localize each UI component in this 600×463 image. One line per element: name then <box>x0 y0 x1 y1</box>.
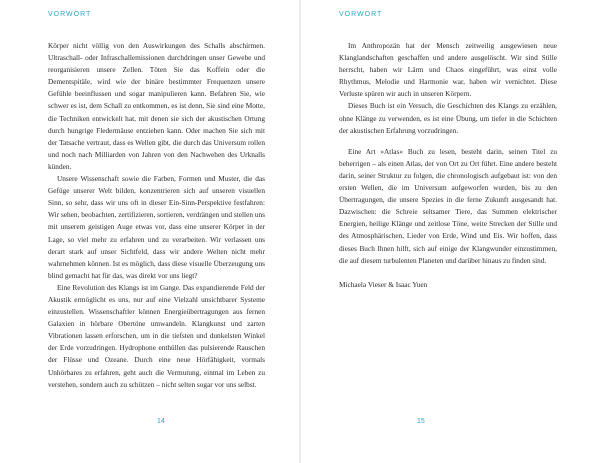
paragraph: Dieses Buch ist ein Versuch, die Geschichten des Klangs zu erzählen, ohne Klänge zu verwenden, es ist eine Übung, um tiefer in die Schichten der akustischen Erfahrung vorzudringen. <box>339 101 557 135</box>
page-number: 15 <box>417 418 425 425</box>
paragraph: Eine Revolution des Klangs ist im Gange. Das expandierende Feld der Akustik ermöglicht es uns, nur auf eine Vielzahl unsichtbarer Systeme einzustellen. Wissenschaftler können Energieübertragungen aus fernen Galaxien in hörbare Obertöne umwandeln. Klangkunst und zarten Vibrationen lassen erforschen, um in die tiefsten und dunkelsten Winkel der Erde vorzudringen. Hydrophone enthüllen das pulsierende Rauschen der Flüsse und Ozeane. Durch eine neue Hörfähigkeit, vormals Unhörbares zu erfahren, geht auch die Vermutung, einmal im Leben zu verstehen, sondern auch zu schützen – nicht selten sogar vor uns selbst. <box>48 282 265 389</box>
paragraph: Unsere Wissenschaft sowie die Farben, Formen und Muster, die das Gefüge unserer Welt bilden, konzentrieren sich auf unseren visuellen Sinn, so sehr, dass wir uns oft in dieser Ein-Sinn-Perspektive festfahren: Wir sehen, beobachten, zertifizieren, sortieren, verdrängen und stellen uns mit unserem geistigen Auge etwas vor, dass eine unserer Körper in der Lage, so viel mehr zu erfahren und zu verarbeiten. Wir verlassen uns derart stark auf unser Sichtfeld, dass wir andere Welten nicht mehr wahrnehmen können. Ist es möglich, dass diese visuelle Überzeugung uns blind gemacht hat für das, was direkt vor uns liegt? <box>48 174 265 280</box>
paragraph: Im Anthropozän hat der Mensch zeitweilig ausgewiesen neue Klanglandschaften geschaffen und andere ausgelöscht. Wir sind Stille herrscht, haben wir Lärm und Chaos eingeführt, was einst volle Rhythmus, Melodie und Harmonie war, haben wir vernichtet. Diese Verluste spüren wir auch in unseren Körpern. <box>339 41 557 99</box>
page-body <box>48 40 265 391</box>
running-header: VORWORT <box>339 11 383 18</box>
author-signature: Michaela Vieser & Isaac Yuen <box>339 279 428 289</box>
paragraph: Körper nicht völlig von den Auswirkungen des Schalls abschirmen. Ultraschall- oder Infraschallemissionen durchdringen unser Gewebe und reorganisieren unsere Zellen. Töten Sie das Koffein oder die Dementspitäle, wird wie der binäre bestimmter Frequenzen unsere Gefühle beeinflussen und sogar manipulieren kann. Befahren Sie, wie schwer es ist, dem Schall zu entkommen, es ist denn, Sie sind eine Motte, die Techniken entwickelt hat, mit denen sie sich der akustischen Ortung durch hungrige Fledermäuse entziehen kann. Oder machen Sie sich mit der Tatsache vertraut, dass es Wellen gibt, die durch das Universum rollen und noch nach Milliarden von Jahren von den Nachwehen des Urknalls künden. <box>48 41 265 171</box>
right-page <box>301 0 600 463</box>
running-header: VORWORT <box>48 11 92 18</box>
paragraph: Eine Art »Atlas« Buch zu lesen, besteht darin, seinen Titel zu beherrigen – als einen Atlas, der von Ort zu Ort führt. Eine andere besteht darin, seiner Struktur zu folgen, die chronologisch aufgebaut ist: von den ersten Wellen, die im Universum aufgeworfen wurden, bis zu den Übertragungen, die unsere Spezies in die ferne Zukunft ausgesandt hat. Dazwischen: die Schreie seltsamer Tiere, das Summen elektrischer Energien, heilige Klänge und zeitlose Töne, weite Strecken der Stille und des Atmosphärischen, Lieder von Erde, Wind und Eis. Wir hoffen, dass dieses Buch Ihnen hilft, sich auf einige der Klangwunder einzustimmen, die auf diesem turbulenten Planeten und darüber hinaus zu finden sind. <box>339 146 557 265</box>
page-body <box>339 40 557 291</box>
page-number: 14 <box>157 418 165 425</box>
left-page <box>0 0 299 463</box>
